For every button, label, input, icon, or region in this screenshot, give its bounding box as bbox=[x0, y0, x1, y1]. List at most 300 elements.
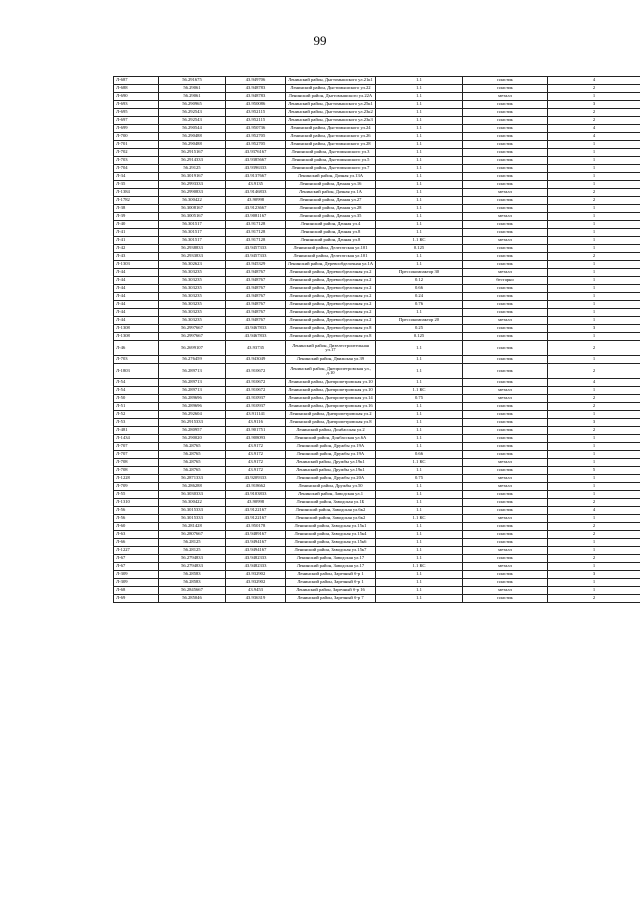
cell-volume: 1.1 bbox=[376, 341, 463, 356]
cell-latitude: 56.2993333 bbox=[159, 181, 226, 189]
cell-count: 1 bbox=[548, 205, 640, 213]
cell-latitude: 56.285046 bbox=[159, 595, 226, 603]
table-row bbox=[114, 173, 640, 181]
cell-count: 2 bbox=[548, 499, 640, 507]
cell-volume: 1.1 bbox=[376, 379, 463, 387]
cell-latitude: 56.29125 bbox=[159, 165, 226, 173]
cell-address: Ленинский район, Дыгтомышского ул.22А bbox=[286, 93, 376, 101]
table-row bbox=[114, 109, 640, 117]
table-row bbox=[114, 157, 640, 165]
cell-point-id: Л-707 bbox=[114, 443, 159, 451]
cell-point-id: Л-687 bbox=[114, 77, 159, 85]
cell-point-id: Л-1384 bbox=[114, 189, 159, 197]
cell-address: Ленинский район, Донбасская ул.6А bbox=[286, 435, 376, 443]
cell-address: Ленинский район, Днепропетровская ул.8 bbox=[286, 419, 376, 427]
cell-point-id: Л-309 bbox=[114, 579, 159, 587]
cell-point-id: Л-42 bbox=[114, 245, 159, 253]
cell-volume: 1.1 bbox=[376, 149, 463, 157]
cell-address: Ленинский район, Дыгтомышского ул.25к1 bbox=[286, 101, 376, 109]
cell-point-id: Л-697 bbox=[114, 117, 159, 125]
table-row bbox=[114, 483, 640, 491]
cell-material: пластик bbox=[463, 165, 548, 173]
cell-address: Ленинский район, Дачная ул.28 bbox=[286, 205, 376, 213]
cell-address: Ленинский район, Дыгтомышского ул.23к2 bbox=[286, 109, 376, 117]
cell-count: 4 bbox=[548, 379, 640, 387]
cell-volume: 1.1 bbox=[376, 101, 463, 109]
cell-address: Ленинский район, Днепропетровская ул.10 bbox=[286, 387, 376, 395]
cell-latitude: 56.302623 bbox=[159, 261, 226, 269]
table-row bbox=[114, 459, 640, 467]
cell-point-id: Л-1308 bbox=[114, 333, 159, 341]
cell-latitude: 56.2807667 bbox=[159, 531, 226, 539]
cell-address: Ленинский район, Деревообделочная ул.2 bbox=[286, 317, 376, 325]
cell-count: 1 bbox=[548, 356, 640, 364]
table-row bbox=[114, 443, 640, 451]
cell-material: пластик bbox=[463, 293, 548, 301]
cell-material: металл bbox=[463, 459, 548, 467]
cell-longitude: 43.9081167 bbox=[226, 213, 286, 221]
cell-longitude: 43.9482333 bbox=[226, 563, 286, 571]
cell-count: 2 bbox=[548, 595, 640, 603]
cell-material: пластик bbox=[463, 181, 548, 189]
cell-count: 1 bbox=[548, 285, 640, 293]
cell-volume: 1.1 bbox=[376, 364, 463, 379]
cell-volume: 1.1 КС bbox=[376, 387, 463, 395]
table-row bbox=[114, 427, 640, 435]
cell-material: пластик bbox=[463, 379, 548, 387]
cell-count: 2 bbox=[548, 531, 640, 539]
cell-count: 1 bbox=[548, 181, 640, 189]
cell-volume: 1.1 bbox=[376, 419, 463, 427]
table-row bbox=[114, 277, 640, 285]
cell-material: пластик bbox=[463, 356, 548, 364]
cell-latitude: 56.3005167 bbox=[159, 213, 226, 221]
cell-count: 1 bbox=[548, 165, 640, 173]
cell-point-id: Л-699 bbox=[114, 125, 159, 133]
cell-material: пластик bbox=[463, 427, 548, 435]
page-number: 99 bbox=[313, 33, 327, 48]
cell-material: пластик bbox=[463, 571, 548, 579]
table-row bbox=[114, 221, 640, 229]
table-row bbox=[114, 451, 640, 459]
cell-material: металл bbox=[463, 475, 548, 483]
cell-longitude: 43.950736 bbox=[226, 125, 286, 133]
cell-point-id: Л-53 bbox=[114, 419, 159, 427]
cell-point-id: Л-67 bbox=[114, 555, 159, 563]
cell-count: 2 bbox=[548, 523, 640, 531]
cell-material: пластик bbox=[463, 325, 548, 333]
cell-longitude: 43.9457333 bbox=[226, 253, 286, 261]
cell-address: Ленинский район, Дыгтомышского ул.28 bbox=[286, 141, 376, 149]
cell-material: пластик bbox=[463, 253, 548, 261]
cell-longitude: 43.9103833 bbox=[226, 491, 286, 499]
cell-longitude: 43.936319 bbox=[226, 595, 286, 603]
cell-material: пластик bbox=[463, 411, 548, 419]
cell-count: 1 bbox=[548, 547, 640, 555]
cell-material: пластик bbox=[463, 157, 548, 165]
cell-point-id: Л-690 bbox=[114, 93, 159, 101]
cell-point-id: Л-1308 bbox=[114, 325, 159, 333]
cell-material: пластик bbox=[463, 301, 548, 309]
cell-address: Ленинский район, Дыгтомышского ул.7 bbox=[286, 165, 376, 173]
cell-point-id: Л-44 bbox=[114, 285, 159, 293]
cell-latitude: 56.3019167 bbox=[159, 173, 226, 181]
cell-point-id: Л-46 bbox=[114, 341, 159, 356]
cell-latitude: 56.301517 bbox=[159, 237, 226, 245]
cell-address: Ленинский район, Дачная ул.4 bbox=[286, 221, 376, 229]
cell-volume: 0.125 bbox=[376, 333, 463, 341]
cell-longitude: 43.9376167 bbox=[226, 149, 286, 157]
cell-longitude: 43.9467833 bbox=[226, 333, 286, 341]
cell-material: металл bbox=[463, 515, 548, 523]
table-row bbox=[114, 523, 640, 531]
cell-volume: 1.1 bbox=[376, 467, 463, 475]
cell-latitude: 56.276459 bbox=[159, 356, 226, 364]
table-row bbox=[114, 93, 640, 101]
table-row bbox=[114, 229, 640, 237]
cell-longitude: 43.901751 bbox=[226, 427, 286, 435]
cell-longitude: 43.93735 bbox=[226, 341, 286, 356]
cell-volume: 1.1 bbox=[376, 539, 463, 547]
cell-volume: 1.1 bbox=[376, 411, 463, 419]
cell-count: 1 bbox=[548, 579, 640, 587]
cell-longitude: 43.948767 bbox=[226, 293, 286, 301]
cell-count: 1 bbox=[548, 261, 640, 269]
cell-address: Ленинский район, Дыгтомышского ул.26 bbox=[286, 133, 376, 141]
cell-latitude: 56.300422 bbox=[159, 197, 226, 205]
table-row bbox=[114, 491, 640, 499]
table-row bbox=[114, 547, 640, 555]
cell-latitude: 56.2990833 bbox=[159, 189, 226, 197]
cell-longitude: 43.9494167 bbox=[226, 539, 286, 547]
cell-longitude: 43.932902 bbox=[226, 579, 286, 587]
table-row bbox=[114, 555, 640, 563]
cell-material: пластик bbox=[463, 579, 548, 587]
cell-latitude: 56.289696 bbox=[159, 403, 226, 411]
cell-material: пластик bbox=[463, 595, 548, 603]
cell-material: пластик bbox=[463, 173, 548, 181]
cell-volume: 0.75 bbox=[376, 395, 463, 403]
cell-volume: 1.1 bbox=[376, 491, 463, 499]
cell-material: пластик bbox=[463, 419, 548, 427]
cell-address: Ленинский район, Днепропетровская ул.10 bbox=[286, 379, 376, 387]
cell-volume: 1.1 bbox=[376, 579, 463, 587]
cell-material: пластик bbox=[463, 245, 548, 253]
cell-count: 2 bbox=[548, 403, 640, 411]
cell-address: Ленинский район, Заводская ул.6к2 bbox=[286, 507, 376, 515]
cell-volume: 1.1 bbox=[376, 309, 463, 317]
cell-volume: 1.1 bbox=[376, 205, 463, 213]
cell-volume: 1.1 bbox=[376, 571, 463, 579]
cell-latitude: 56.29061 bbox=[159, 93, 226, 101]
cell-material: пластик bbox=[463, 133, 548, 141]
cell-volume: 1.1 bbox=[376, 165, 463, 173]
cell-point-id: Л-1434 bbox=[114, 435, 159, 443]
cell-latitude: 56.292543 bbox=[159, 117, 226, 125]
cell-volume: 1.1 bbox=[376, 197, 463, 205]
cell-longitude: 43.949706 bbox=[226, 77, 286, 85]
cell-count: 2 bbox=[548, 395, 640, 403]
cell-material: пластик bbox=[463, 467, 548, 475]
table-row bbox=[114, 141, 640, 149]
cell-address: Ленинский район, Заречный б-р 1 bbox=[286, 571, 376, 579]
table-row bbox=[114, 197, 640, 205]
cell-longitude: 43.90998 bbox=[226, 499, 286, 507]
cell-count: 1 bbox=[548, 157, 640, 165]
cell-address: Ленинский район, Заводская ул.15к1 bbox=[286, 523, 376, 531]
cell-point-id: Л-44 bbox=[114, 277, 159, 285]
cell-count: 1 bbox=[548, 301, 640, 309]
cell-volume: 1.1 bbox=[376, 547, 463, 555]
cell-material: пластик bbox=[463, 507, 548, 515]
table-row bbox=[114, 467, 640, 475]
cell-point-id: Л-66 bbox=[114, 539, 159, 547]
cell-material: металл bbox=[463, 483, 548, 491]
cell-longitude: 43.9172 bbox=[226, 459, 286, 467]
cell-latitude: 56.303235 bbox=[159, 301, 226, 309]
table-row bbox=[114, 77, 640, 85]
cell-count: 1 bbox=[548, 245, 640, 253]
cell-address: Ленинский район, Дружбы ул.19к1 bbox=[286, 467, 376, 475]
cell-address: Ленинский район, Дружбы ул.20А bbox=[286, 475, 376, 483]
cell-latitude: 56.3015333 bbox=[159, 507, 226, 515]
cell-count: 1 bbox=[548, 411, 640, 419]
cell-point-id: Л-1227 bbox=[114, 547, 159, 555]
cell-material: пластик bbox=[463, 141, 548, 149]
cell-volume: Прессокомпактор 30 bbox=[376, 269, 463, 277]
cell-latitude: 56.2871333 bbox=[159, 475, 226, 483]
cell-address: Ленинский район, Дружбы ул.50 bbox=[286, 483, 376, 491]
cell-point-id: Л-44 bbox=[114, 301, 159, 309]
cell-material: металл bbox=[463, 563, 548, 571]
cell-address: Ленинский район, Заводская ул.15к7 bbox=[286, 547, 376, 555]
cell-latitude: 56.28125 bbox=[159, 539, 226, 547]
table-row bbox=[114, 356, 640, 364]
cell-count: 1 bbox=[548, 229, 640, 237]
table-row bbox=[114, 379, 640, 387]
registry-table bbox=[113, 76, 640, 603]
cell-volume: 1.1 bbox=[376, 531, 463, 539]
cell-point-id: Л-60 bbox=[114, 523, 159, 531]
cell-latitude: 56.300422 bbox=[159, 499, 226, 507]
cell-address: Ленинский район, Заводская ул.17 bbox=[286, 555, 376, 563]
cell-longitude: 43.9172 bbox=[226, 443, 286, 451]
cell-address: Ленинский район, Дружбы ул.19к1 bbox=[286, 459, 376, 467]
cell-material: пластик bbox=[463, 539, 548, 547]
cell-count: 1 bbox=[548, 173, 640, 181]
cell-latitude: 56.289696 bbox=[159, 395, 226, 403]
cell-point-id: Л-1782 bbox=[114, 197, 159, 205]
cell-point-id: Л-702 bbox=[114, 149, 159, 157]
table-row bbox=[114, 364, 640, 379]
cell-volume: 1.1 bbox=[376, 587, 463, 595]
cell-volume: 1.1 bbox=[376, 507, 463, 515]
cell-count: 2 bbox=[548, 117, 640, 125]
cell-material: пластик bbox=[463, 149, 548, 157]
cell-longitude: 43.932902 bbox=[226, 571, 286, 579]
cell-volume: 1.1 bbox=[376, 181, 463, 189]
cell-point-id: Л-63 bbox=[114, 531, 159, 539]
cell-material: пластик bbox=[463, 117, 548, 125]
cell-count: 2 bbox=[548, 555, 640, 563]
cell-volume: 0.25 bbox=[376, 325, 463, 333]
cell-material: пластик bbox=[463, 309, 548, 317]
cell-point-id: Л-703 bbox=[114, 157, 159, 165]
cell-latitude: 56.292604 bbox=[159, 411, 226, 419]
cell-volume: 1.1 bbox=[376, 221, 463, 229]
cell-point-id: Л-709 bbox=[114, 483, 159, 491]
cell-volume: 1.1 bbox=[376, 141, 463, 149]
cell-material: пластик bbox=[463, 499, 548, 507]
cell-point-id: Л-688 bbox=[114, 85, 159, 93]
cell-latitude: 56.2914333 bbox=[159, 157, 226, 165]
cell-address: Ленинский район, Заводская ул.15к6 bbox=[286, 539, 376, 547]
cell-latitude: 56.3015333 bbox=[159, 515, 226, 523]
cell-volume: 1.1 bbox=[376, 595, 463, 603]
table-row bbox=[114, 475, 640, 483]
cell-latitude: 56.289713 bbox=[159, 387, 226, 395]
cell-count: 3 bbox=[548, 419, 640, 427]
table-row bbox=[114, 411, 640, 419]
cell-material: пластик bbox=[463, 555, 548, 563]
cell-volume: 1.1 bbox=[376, 93, 463, 101]
cell-latitude: 56.290488 bbox=[159, 133, 226, 141]
cell-material: пластик bbox=[463, 221, 548, 229]
cell-count: 1 bbox=[548, 515, 640, 523]
cell-count: 2 bbox=[548, 253, 640, 261]
table-row bbox=[114, 85, 640, 93]
table-row bbox=[114, 309, 640, 317]
cell-count: 1 bbox=[548, 491, 640, 499]
cell-material: пластик bbox=[463, 435, 548, 443]
cell-count: 4 bbox=[548, 133, 640, 141]
cell-point-id: Л-481 bbox=[114, 427, 159, 435]
cell-address: Ленинский район, Заводская ул.17 bbox=[286, 563, 376, 571]
cell-material: металл bbox=[463, 213, 548, 221]
cell-point-id: Л-43 bbox=[114, 253, 159, 261]
cell-volume: 1.1 bbox=[376, 173, 463, 181]
cell-address: Ленинский район, Дизелестроительная ул.17 bbox=[286, 341, 376, 356]
cell-longitude: 43.9385667 bbox=[226, 157, 286, 165]
cell-count: 1 bbox=[548, 277, 640, 285]
cell-volume: 0.76 bbox=[376, 301, 463, 309]
cell-address: Ленинский район, Донбасская ул.2 bbox=[286, 427, 376, 435]
cell-latitude: 56.290020 bbox=[159, 435, 226, 443]
table-row bbox=[114, 595, 640, 603]
table-row bbox=[114, 563, 640, 571]
cell-count: 2 bbox=[548, 189, 640, 197]
table-row bbox=[114, 237, 640, 245]
cell-longitude: 43.911141 bbox=[226, 411, 286, 419]
cell-latitude: 56.2997667 bbox=[159, 333, 226, 341]
cell-address: Ленинский район, Деревообделочная ул.1А bbox=[286, 261, 376, 269]
cell-count: 2 bbox=[548, 109, 640, 117]
cell-count: 1 bbox=[548, 213, 640, 221]
cell-point-id: Л-309 bbox=[114, 571, 159, 579]
cell-count: 2 bbox=[548, 427, 640, 435]
cell-count: 1 bbox=[548, 443, 640, 451]
cell-longitude: 43.918662 bbox=[226, 483, 286, 491]
cell-longitude: 43.9482333 bbox=[226, 555, 286, 563]
cell-latitude: 56.289713 bbox=[159, 364, 226, 379]
table-row bbox=[114, 269, 640, 277]
cell-longitude: 43.9122167 bbox=[226, 507, 286, 515]
cell-latitude: 56.2997667 bbox=[159, 325, 226, 333]
cell-latitude: 56.2933833 bbox=[159, 253, 226, 261]
table-row bbox=[114, 531, 640, 539]
cell-latitude: 56.303235 bbox=[159, 317, 226, 325]
cell-address: Ленинский район, Днепропетровская ул.2 bbox=[286, 411, 376, 419]
cell-point-id: Л-708 bbox=[114, 459, 159, 467]
cell-count: 3 bbox=[548, 101, 640, 109]
cell-volume: 1.1 bbox=[376, 403, 463, 411]
cell-count: 3 bbox=[548, 571, 640, 579]
cell-volume: 1.1 bbox=[376, 229, 463, 237]
table-row bbox=[114, 325, 640, 333]
cell-material: металл bbox=[463, 189, 548, 197]
cell-latitude: 56.289713 bbox=[159, 379, 226, 387]
cell-address: Ленинский район, Дыгтомышского ул.3 bbox=[286, 149, 376, 157]
cell-address: Ленинский район, Движская ул.39 bbox=[286, 356, 376, 364]
cell-volume: 0.12 bbox=[376, 277, 463, 285]
cell-longitude: 43.9172 bbox=[226, 467, 286, 475]
cell-point-id: Л-1303 bbox=[114, 261, 159, 269]
cell-material: пластик bbox=[463, 109, 548, 117]
table-row bbox=[114, 499, 640, 507]
table-row bbox=[114, 205, 640, 213]
cell-volume: 1.1 КС bbox=[376, 459, 463, 467]
cell-material: металл bbox=[463, 547, 548, 555]
cell-address: Ленинский район, Дыгтомышского ул.23к3 bbox=[286, 117, 376, 125]
cell-volume: 1.1 bbox=[376, 499, 463, 507]
cell-point-id: Л-701 bbox=[114, 141, 159, 149]
cell-longitude: 43.948767 bbox=[226, 285, 286, 293]
table-row bbox=[114, 507, 640, 515]
table-row bbox=[114, 435, 640, 443]
cell-count: 1 bbox=[548, 459, 640, 467]
cell-longitude: 43.9489167 bbox=[226, 531, 286, 539]
cell-latitude: 56.281428 bbox=[159, 523, 226, 531]
cell-count: 1 bbox=[548, 149, 640, 157]
cell-point-id: Л-69 bbox=[114, 595, 159, 603]
cell-longitude: 43.948783 bbox=[226, 93, 286, 101]
cell-latitude: 56.28583 bbox=[159, 579, 226, 587]
cell-material: пластик bbox=[463, 333, 548, 341]
cell-count: 1 bbox=[548, 269, 640, 277]
cell-longitude: 43.9116 bbox=[226, 419, 286, 427]
cell-longitude: 43.9453 bbox=[226, 587, 286, 595]
cell-longitude: 43.952705 bbox=[226, 133, 286, 141]
cell-address: Ленинский район, Делегатская ул.101 bbox=[286, 245, 376, 253]
cell-address: Ленинский район, Деревообделочная ул.2 bbox=[286, 269, 376, 277]
table-row bbox=[114, 213, 640, 221]
cell-volume: 1.1 bbox=[376, 117, 463, 125]
cell-volume: 0.125 bbox=[376, 245, 463, 253]
cell-volume: 1.1 bbox=[376, 261, 463, 269]
table-row bbox=[114, 579, 640, 587]
cell-point-id: Л-34 bbox=[114, 173, 159, 181]
cell-volume: 1.1 КС bbox=[376, 237, 463, 245]
cell-address: Ленинский район, Дыгтомышского ул.21к1 bbox=[286, 77, 376, 85]
cell-address: Ленинский район, Заводская ул.6к2 bbox=[286, 515, 376, 523]
cell-point-id: Л-35 bbox=[114, 181, 159, 189]
cell-longitude: 43.908093 bbox=[226, 435, 286, 443]
table-row bbox=[114, 539, 640, 547]
cell-address: Ленинский район, Заводская ул.1Б bbox=[286, 499, 376, 507]
cell-address: Ленинский район, Заречный б-р 16 bbox=[286, 587, 376, 595]
cell-volume: 1.1 bbox=[376, 133, 463, 141]
registry-table-wrap bbox=[113, 76, 640, 603]
